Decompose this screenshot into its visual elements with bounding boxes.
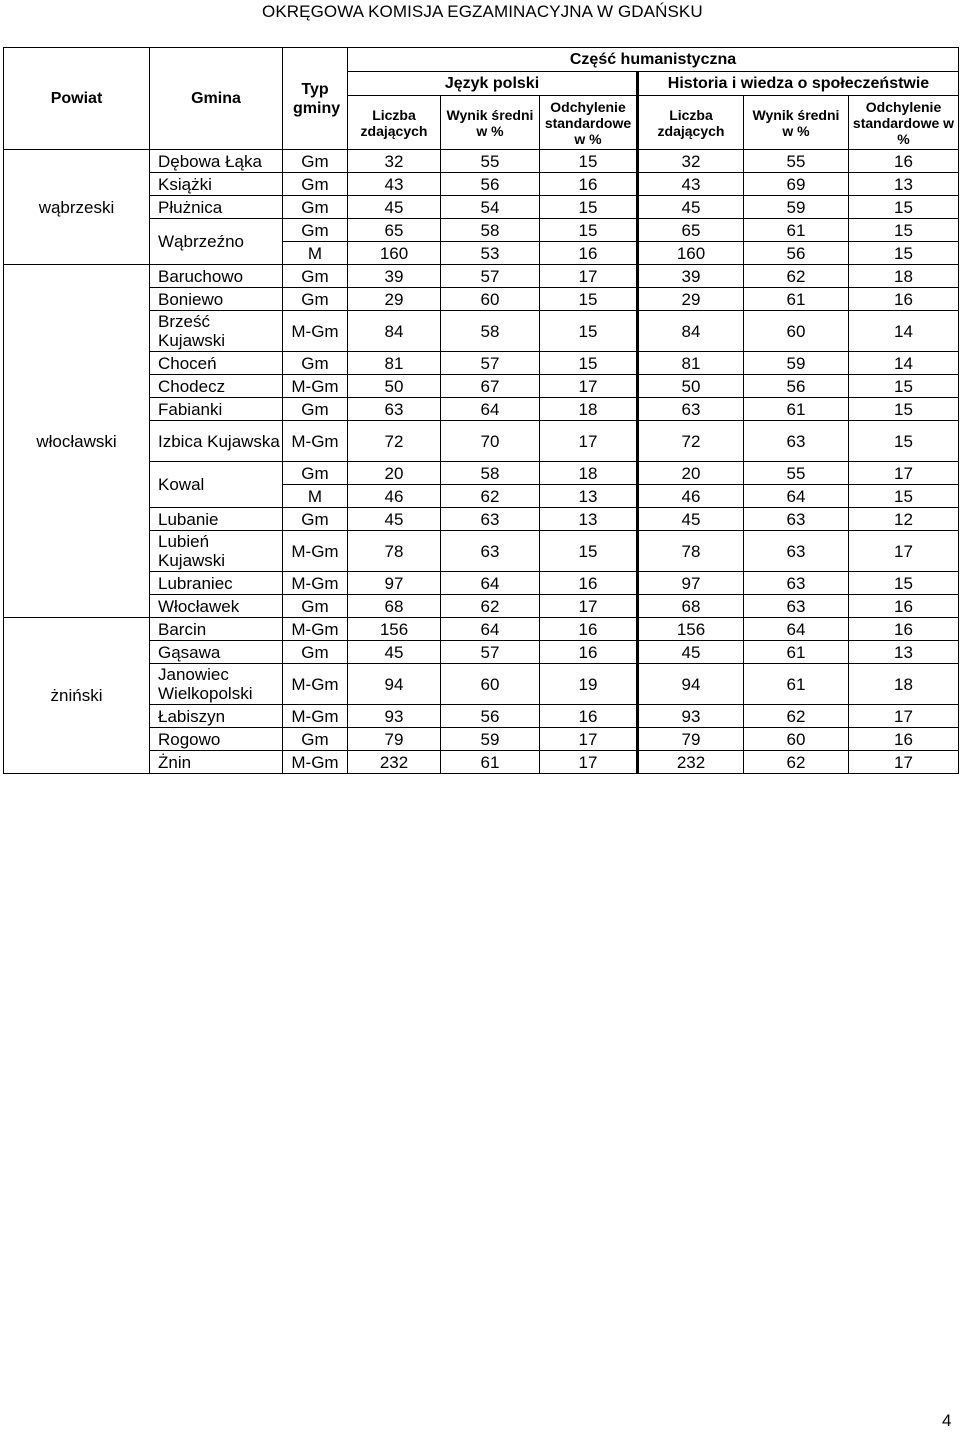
- cell-hw-odchylenie: 17: [849, 531, 959, 572]
- cell-jp-liczba: 81: [348, 352, 441, 375]
- header-powiat: Powiat: [4, 48, 150, 150]
- cell-jp-odchylenie: 18: [540, 462, 638, 485]
- cell-hw-odchylenie: 15: [849, 398, 959, 421]
- cell-hw-wynik: 62: [744, 705, 849, 728]
- cell-gmina: Książki: [150, 173, 283, 196]
- cell-jp-liczba: 63: [348, 398, 441, 421]
- cell-hw-liczba: 39: [638, 265, 744, 288]
- cell-hw-odchylenie: 16: [849, 728, 959, 751]
- header-jp-wynik: Wynik średni w %: [441, 96, 540, 150]
- cell-gmina: Izbica Kujawska: [150, 421, 283, 462]
- cell-hw-liczba: 45: [638, 641, 744, 664]
- cell-typ-gminy: Gm: [283, 219, 348, 242]
- cell-jp-wynik: 58: [441, 311, 540, 352]
- cell-hw-liczba: 43: [638, 173, 744, 196]
- cell-hw-wynik: 55: [744, 462, 849, 485]
- cell-jp-odchylenie: 17: [540, 728, 638, 751]
- cell-hw-liczba: 50: [638, 375, 744, 398]
- cell-hw-odchylenie: 18: [849, 664, 959, 705]
- cell-hw-odchylenie: 15: [849, 219, 959, 242]
- cell-jp-wynik: 58: [441, 219, 540, 242]
- cell-hw-liczba: 20: [638, 462, 744, 485]
- cell-typ-gminy: Gm: [283, 352, 348, 375]
- cell-jp-odchylenie: 15: [540, 311, 638, 352]
- table-row: [4, 618, 959, 641]
- cell-jp-liczba: 32: [348, 150, 441, 173]
- cell-typ-gminy: M-Gm: [283, 664, 348, 705]
- cell-gmina: Lubanie: [150, 508, 283, 531]
- cell-jp-odchylenie: 15: [540, 219, 638, 242]
- cell-gmina: Brześć Kujawski: [150, 311, 283, 352]
- cell-jp-wynik: 55: [441, 150, 540, 173]
- cell-hw-liczba: 78: [638, 531, 744, 572]
- cell-jp-wynik: 70: [441, 421, 540, 462]
- cell-jp-liczba: 45: [348, 641, 441, 664]
- cell-jp-liczba: 94: [348, 664, 441, 705]
- cell-hw-odchylenie: 13: [849, 173, 959, 196]
- cell-gmina: Kowal: [150, 462, 283, 508]
- cell-hw-odchylenie: 13: [849, 641, 959, 664]
- cell-gmina: Baruchowo: [150, 265, 283, 288]
- cell-gmina: Żnin: [150, 751, 283, 774]
- cell-hw-wynik: 61: [744, 219, 849, 242]
- cell-hw-wynik: 63: [744, 508, 849, 531]
- cell-hw-liczba: 29: [638, 288, 744, 311]
- cell-hw-wynik: 56: [744, 375, 849, 398]
- cell-hw-liczba: 63: [638, 398, 744, 421]
- cell-hw-odchylenie: 17: [849, 705, 959, 728]
- cell-jp-liczba: 45: [348, 196, 441, 219]
- cell-gmina: Choceń: [150, 352, 283, 375]
- cell-gmina: Płużnica: [150, 196, 283, 219]
- cell-hw-liczba: 72: [638, 421, 744, 462]
- cell-jp-wynik: 57: [441, 352, 540, 375]
- cell-jp-odchylenie: 17: [540, 595, 638, 618]
- cell-powiat: żniński: [4, 618, 150, 774]
- cell-gmina: Wąbrzeźno: [150, 219, 283, 265]
- cell-jp-wynik: 62: [441, 595, 540, 618]
- cell-jp-liczba: 72: [348, 421, 441, 462]
- cell-hw-wynik: 61: [744, 288, 849, 311]
- table-row: [4, 265, 959, 288]
- cell-jp-wynik: 57: [441, 641, 540, 664]
- cell-typ-gminy: Gm: [283, 196, 348, 219]
- cell-jp-odchylenie: 16: [540, 572, 638, 595]
- cell-jp-liczba: 29: [348, 288, 441, 311]
- cell-hw-liczba: 68: [638, 595, 744, 618]
- cell-typ-gminy: Gm: [283, 595, 348, 618]
- cell-powiat: wąbrzeski: [4, 150, 150, 265]
- header-jp-liczba: Liczba zdających: [348, 96, 441, 150]
- cell-jp-odchylenie: 17: [540, 421, 638, 462]
- cell-jp-wynik: 57: [441, 265, 540, 288]
- page-header: OKRĘGOWA KOMISJA EGZAMINACYJNA W GDAŃSKU: [262, 2, 703, 21]
- cell-gmina: Lubraniec: [150, 572, 283, 595]
- cell-hw-liczba: 46: [638, 485, 744, 508]
- cell-jp-odchylenie: 17: [540, 265, 638, 288]
- header-typ-gminy: Typ gminy: [283, 48, 348, 150]
- cell-hw-liczba: 94: [638, 664, 744, 705]
- cell-hw-liczba: 84: [638, 311, 744, 352]
- cell-jp-wynik: 56: [441, 705, 540, 728]
- cell-hw-liczba: 232: [638, 751, 744, 774]
- cell-jp-liczba: 65: [348, 219, 441, 242]
- cell-jp-wynik: 64: [441, 398, 540, 421]
- cell-jp-liczba: 39: [348, 265, 441, 288]
- cell-jp-odchylenie: 15: [540, 150, 638, 173]
- cell-jp-wynik: 67: [441, 375, 540, 398]
- cell-gmina: Lubień Kujawski: [150, 531, 283, 572]
- cell-hw-odchylenie: 17: [849, 751, 959, 774]
- cell-hw-odchylenie: 15: [849, 196, 959, 219]
- cell-jp-wynik: 54: [441, 196, 540, 219]
- cell-gmina: Chodecz: [150, 375, 283, 398]
- cell-hw-liczba: 45: [638, 508, 744, 531]
- cell-hw-wynik: 63: [744, 572, 849, 595]
- cell-hw-liczba: 93: [638, 705, 744, 728]
- cell-hw-odchylenie: 18: [849, 265, 959, 288]
- cell-jp-wynik: 62: [441, 485, 540, 508]
- cell-hw-wynik: 61: [744, 398, 849, 421]
- cell-hw-wynik: 61: [744, 641, 849, 664]
- cell-hw-wynik: 64: [744, 485, 849, 508]
- page-number: 4: [942, 1411, 952, 1430]
- cell-typ-gminy: M-Gm: [283, 421, 348, 462]
- cell-typ-gminy: Gm: [283, 462, 348, 485]
- cell-powiat: włocławski: [4, 265, 150, 618]
- cell-typ-gminy: M-Gm: [283, 705, 348, 728]
- cell-jp-odchylenie: 16: [540, 618, 638, 641]
- cell-jp-liczba: 20: [348, 462, 441, 485]
- cell-typ-gminy: Gm: [283, 150, 348, 173]
- cell-jp-wynik: 56: [441, 173, 540, 196]
- cell-hw-wynik: 59: [744, 352, 849, 375]
- cell-gmina: Janowiec Wielkopolski: [150, 664, 283, 705]
- cell-hw-wynik: 64: [744, 618, 849, 641]
- cell-hw-liczba: 79: [638, 728, 744, 751]
- cell-jp-odchylenie: 19: [540, 664, 638, 705]
- cell-typ-gminy: Gm: [283, 728, 348, 751]
- header-hw-odchylenie: Odchylenie standardowe w %: [849, 96, 959, 150]
- cell-jp-wynik: 60: [441, 664, 540, 705]
- cell-typ-gminy: Gm: [283, 265, 348, 288]
- cell-jp-wynik: 64: [441, 618, 540, 641]
- cell-hw-wynik: 63: [744, 531, 849, 572]
- cell-hw-liczba: 32: [638, 150, 744, 173]
- cell-jp-wynik: 63: [441, 531, 540, 572]
- cell-jp-odchylenie: 13: [540, 508, 638, 531]
- cell-jp-liczba: 232: [348, 751, 441, 774]
- cell-jp-liczba: 79: [348, 728, 441, 751]
- cell-jp-liczba: 68: [348, 595, 441, 618]
- cell-jp-odchylenie: 15: [540, 352, 638, 375]
- cell-jp-liczba: 84: [348, 311, 441, 352]
- cell-typ-gminy: Gm: [283, 173, 348, 196]
- cell-gmina: Dębowa Łąka: [150, 150, 283, 173]
- cell-hw-odchylenie: 15: [849, 485, 959, 508]
- cell-hw-wynik: 69: [744, 173, 849, 196]
- cell-hw-liczba: 97: [638, 572, 744, 595]
- cell-jp-wynik: 64: [441, 572, 540, 595]
- cell-hw-liczba: 65: [638, 219, 744, 242]
- cell-hw-wynik: 56: [744, 242, 849, 265]
- cell-hw-liczba: 156: [638, 618, 744, 641]
- cell-jp-odchylenie: 17: [540, 751, 638, 774]
- cell-jp-odchylenie: 16: [540, 641, 638, 664]
- cell-jp-odchylenie: 16: [540, 705, 638, 728]
- cell-hw-odchylenie: 12: [849, 508, 959, 531]
- cell-hw-odchylenie: 15: [849, 242, 959, 265]
- cell-jp-wynik: 53: [441, 242, 540, 265]
- cell-hw-liczba: 45: [638, 196, 744, 219]
- cell-jp-wynik: 60: [441, 288, 540, 311]
- header-hw-liczba: Liczba zdających: [638, 96, 744, 150]
- cell-hw-odchylenie: 15: [849, 572, 959, 595]
- cell-jp-liczba: 97: [348, 572, 441, 595]
- cell-jp-odchylenie: 17: [540, 375, 638, 398]
- cell-jp-odchylenie: 16: [540, 242, 638, 265]
- cell-hw-wynik: 62: [744, 751, 849, 774]
- cell-jp-liczba: 78: [348, 531, 441, 572]
- cell-hw-wynik: 60: [744, 311, 849, 352]
- cell-jp-odchylenie: 15: [540, 531, 638, 572]
- cell-hw-wynik: 59: [744, 196, 849, 219]
- results-table: [3, 47, 959, 774]
- header-gmina: Gmina: [150, 48, 283, 150]
- cell-typ-gminy: M-Gm: [283, 618, 348, 641]
- cell-hw-odchylenie: 15: [849, 421, 959, 462]
- cell-jp-odchylenie: 15: [540, 288, 638, 311]
- cell-jp-liczba: 43: [348, 173, 441, 196]
- cell-gmina: Rogowo: [150, 728, 283, 751]
- cell-typ-gminy: M: [283, 242, 348, 265]
- cell-hw-odchylenie: 17: [849, 462, 959, 485]
- cell-jp-liczba: 50: [348, 375, 441, 398]
- cell-typ-gminy: M: [283, 485, 348, 508]
- cell-typ-gminy: Gm: [283, 641, 348, 664]
- cell-typ-gminy: M-Gm: [283, 751, 348, 774]
- cell-jp-wynik: 63: [441, 508, 540, 531]
- cell-hw-liczba: 81: [638, 352, 744, 375]
- cell-gmina: Boniewo: [150, 288, 283, 311]
- cell-typ-gminy: M-Gm: [283, 572, 348, 595]
- cell-hw-odchylenie: 16: [849, 595, 959, 618]
- cell-hw-wynik: 63: [744, 595, 849, 618]
- cell-hw-odchylenie: 16: [849, 288, 959, 311]
- cell-jp-wynik: 61: [441, 751, 540, 774]
- cell-jp-liczba: 160: [348, 242, 441, 265]
- cell-hw-odchylenie: 16: [849, 150, 959, 173]
- table-body: [4, 150, 959, 774]
- cell-hw-odchylenie: 15: [849, 375, 959, 398]
- cell-jp-liczba: 45: [348, 508, 441, 531]
- cell-hw-odchylenie: 14: [849, 352, 959, 375]
- cell-typ-gminy: M-Gm: [283, 311, 348, 352]
- header-czesc-humanistyczna: Część humanistyczna: [348, 48, 959, 72]
- cell-gmina: Barcin: [150, 618, 283, 641]
- cell-typ-gminy: Gm: [283, 508, 348, 531]
- cell-hw-wynik: 61: [744, 664, 849, 705]
- cell-hw-odchylenie: 16: [849, 618, 959, 641]
- cell-typ-gminy: M-Gm: [283, 375, 348, 398]
- cell-gmina: Fabianki: [150, 398, 283, 421]
- cell-hw-odchylenie: 14: [849, 311, 959, 352]
- cell-jp-odchylenie: 16: [540, 173, 638, 196]
- cell-gmina: Gąsawa: [150, 641, 283, 664]
- cell-hw-wynik: 62: [744, 265, 849, 288]
- cell-jp-liczba: 46: [348, 485, 441, 508]
- cell-typ-gminy: M-Gm: [283, 531, 348, 572]
- cell-hw-wynik: 63: [744, 421, 849, 462]
- cell-jp-liczba: 156: [348, 618, 441, 641]
- cell-jp-odchylenie: 15: [540, 196, 638, 219]
- header-hw-wynik: Wynik średni w %: [744, 96, 849, 150]
- header-jp-odchylenie: Odchylenie standardowe w %: [540, 96, 638, 150]
- cell-jp-liczba: 93: [348, 705, 441, 728]
- cell-typ-gminy: Gm: [283, 288, 348, 311]
- cell-hw-wynik: 60: [744, 728, 849, 751]
- cell-jp-wynik: 59: [441, 728, 540, 751]
- cell-jp-odchylenie: 13: [540, 485, 638, 508]
- header-historia: Historia i wiedza o społeczeństwie: [638, 72, 959, 96]
- cell-jp-odchylenie: 18: [540, 398, 638, 421]
- cell-gmina: Łabiszyn: [150, 705, 283, 728]
- cell-gmina: Włocławek: [150, 595, 283, 618]
- header-jezyk-polski: Język polski: [348, 72, 638, 96]
- cell-hw-liczba: 160: [638, 242, 744, 265]
- table-row: [4, 150, 959, 173]
- cell-hw-wynik: 55: [744, 150, 849, 173]
- cell-typ-gminy: Gm: [283, 398, 348, 421]
- cell-jp-wynik: 58: [441, 462, 540, 485]
